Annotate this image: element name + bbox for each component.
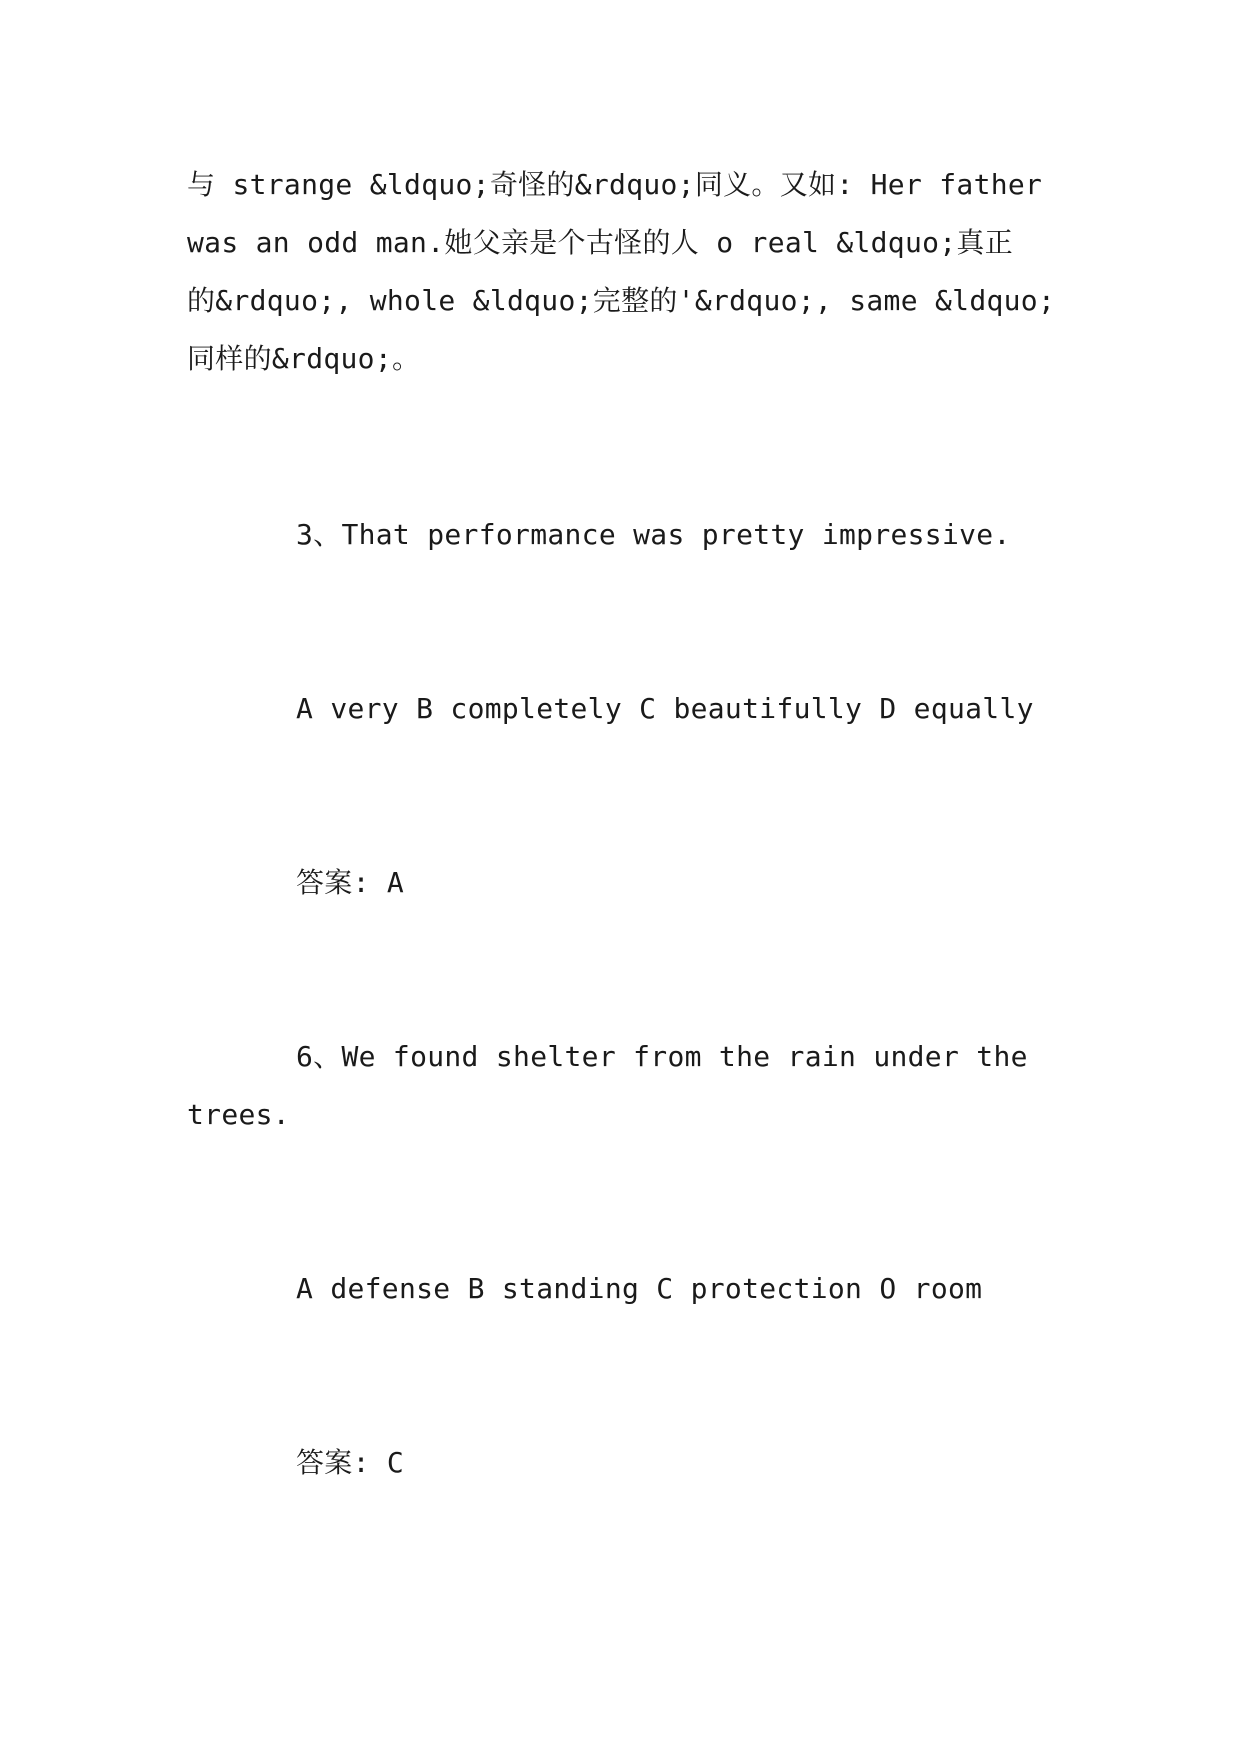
question-3-options: A very B completely C beautifully D equally	[296, 692, 1034, 725]
paragraph-line-1: 与 strange &ldquo;奇怪的&rdquo;同义。又如: Her father	[187, 168, 1043, 201]
question-6-answer: 答案: C	[296, 1446, 405, 1479]
question-6-options: A defense B standing C protection O room	[296, 1272, 983, 1305]
paragraph-line-4: 同样的&rdquo;。	[187, 342, 421, 375]
paragraph-line-2: was an odd man.她父亲是个古怪的人 o real &ldquo;真正	[187, 226, 1014, 259]
paragraph-line-3: 的&rdquo;, whole &ldquo;完整的'&rdquo;, same &ldquo;	[187, 284, 1056, 317]
question-3-answer: 答案: A	[296, 866, 405, 899]
question-6-stem-line-1: 6、We found shelter from the rain under the	[296, 1040, 1028, 1073]
question-6-stem-line-2: trees.	[187, 1098, 290, 1131]
question-3-stem: 3、That performance was pretty impressive.	[296, 518, 1011, 551]
